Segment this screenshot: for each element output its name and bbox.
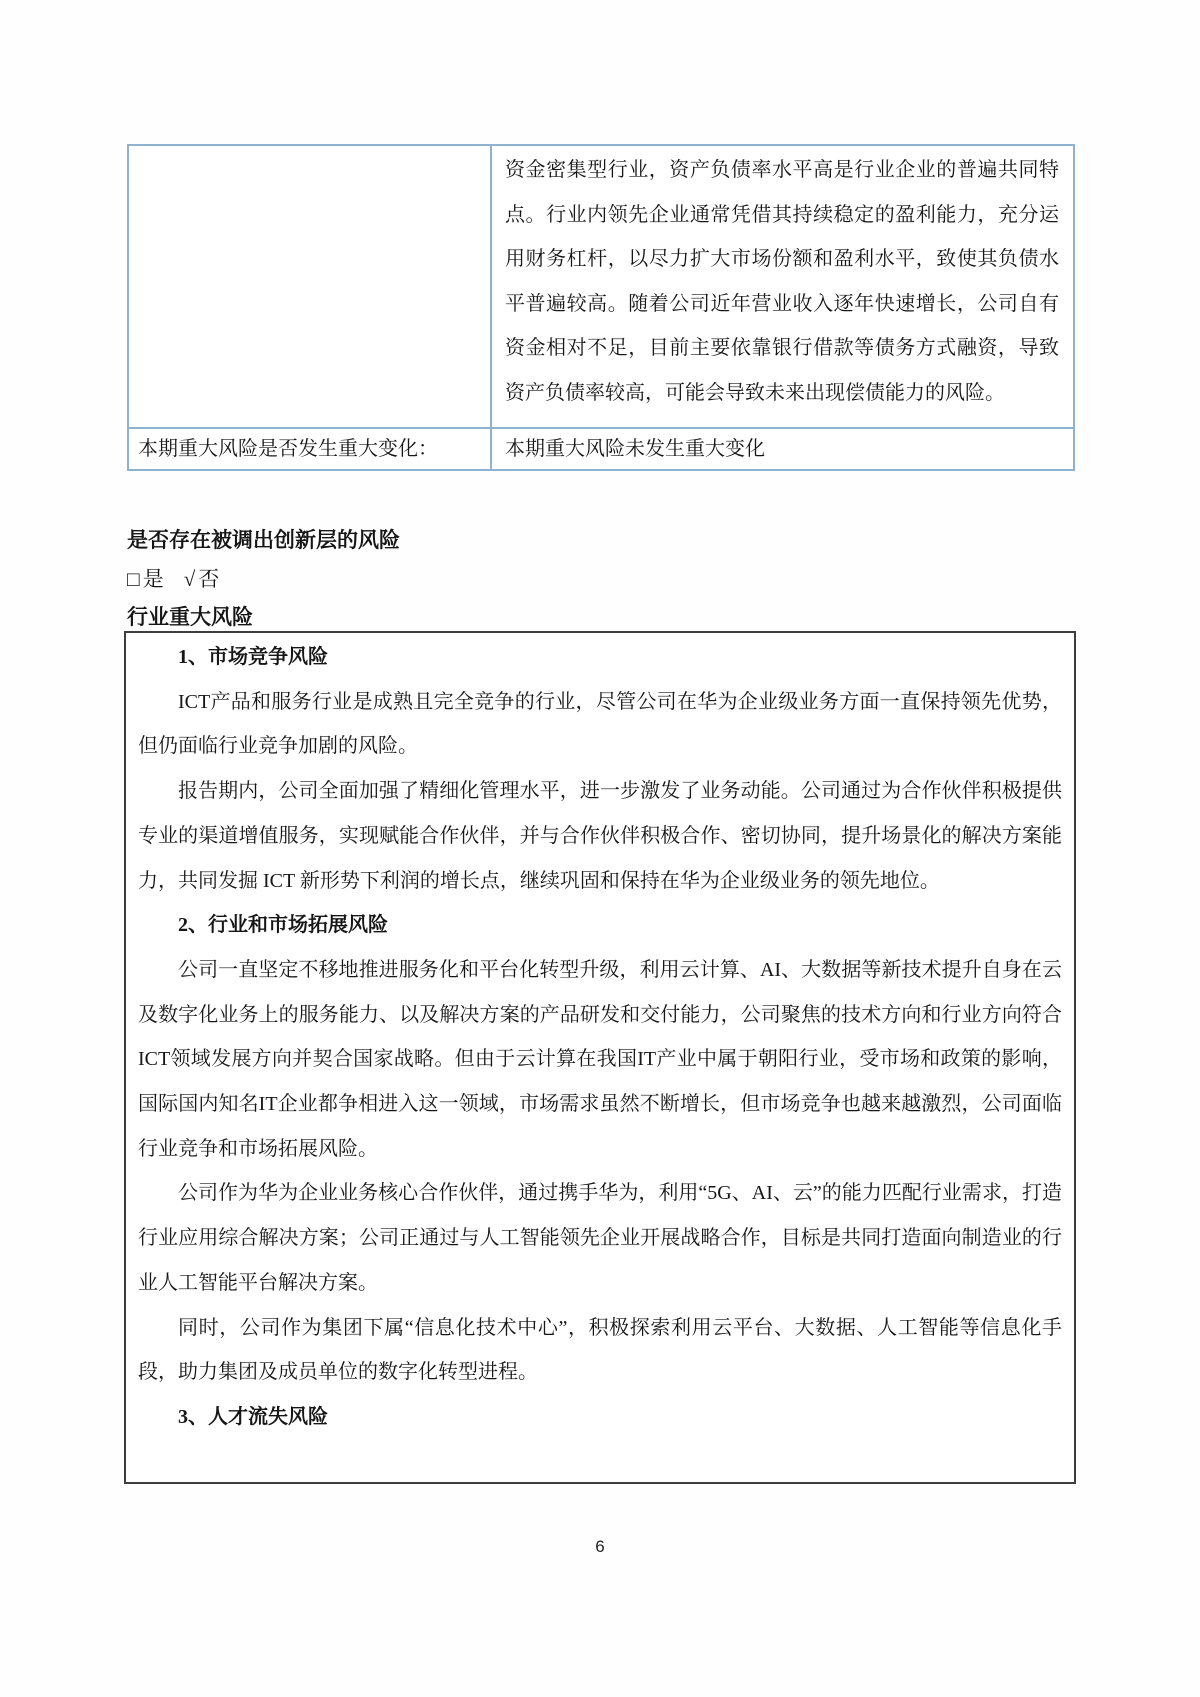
innovation-layer-question-heading: 是否存在被调出创新层的风险 <box>127 528 400 552</box>
risk-section-heading: 3、人才流失风险 <box>178 1405 328 1428</box>
table-row <box>128 428 1074 470</box>
risk-paragraph: 公司作为华为企业业务核心合作伙伴，通过携手华为，利用“5G、AI、云”的能力匹配行业需求，打造行业应用综合解决方案；公司正通过与人工智能领先企业开展战略合作，目标是共同打造面向制造业的行业人工智能平台解决方案。 <box>138 1182 1062 1294</box>
industry-risk-box <box>124 631 1076 1484</box>
checkbox-empty-icon: □ <box>127 567 140 591</box>
risk-paragraph: 同时，公司作为集团下属“信息化技术中心”，积极探索利用云平台、大数据、人工智能等信息化手段，助力集团及成员单位的数字化转型进程。 <box>138 1316 1062 1384</box>
page-number: 6 <box>595 1537 605 1556</box>
risk-change-value-cell: 本期重大风险未发生重大变化 <box>491 428 1074 470</box>
option-no <box>184 567 220 591</box>
option-no-label: 否 <box>198 567 220 591</box>
option-yes <box>127 567 164 591</box>
checkmark-icon: √ <box>183 567 196 591</box>
option-yes-label: 是 <box>142 567 164 591</box>
risk-section-heading: 2、行业和市场拓展风险 <box>178 914 388 937</box>
major-risk-table <box>127 144 1075 471</box>
risk-description-cell: 资金密集型行业，资产负债率水平高是行业企业的普遍共同特点。行业内领先企业通常凭借其持续稳定的盈利能力，充分运用财务杠杆，以尽力扩大市场份额和盈利水平，致使其负债水平普遍较高。随着公司近年营业收入逐年快速增长，公司自有资金相对不足，目前主要依靠银行借款等债务方式融资，导致资产负债率较高，可能会导致未来出现偿债能力的风险。 <box>491 145 1074 428</box>
risk-paragraph: 报告期内，公司全面加强了精细化管理水平，进一步激发了业务动能。公司通过为合作伙伴积极提供专业的渠道增值服务，实现赋能合作伙伴，并与合作伙伴积极合作、密切协同，提升场景化的解决方案能力，共同发掘 ICT 新形势下利润的增长点，继续巩固和保持在华为企业级业务的领先地位。 <box>138 780 1062 892</box>
industry-risk-heading: 行业重大风险 <box>127 605 253 629</box>
table-row <box>128 145 1074 428</box>
risk-paragraph: 公司一直坚定不移地推进服务化和平台化转型升级，利用云计算、AI、大数据等新技术提升自身在云及数字化业务上的服务能力、以及解决方案的产品研发和交付能力，公司聚焦的技术方向和行业方向符合ICT领域发展方向并契合国家战略。但由于云计算在我国IT产业中属于朝阳行业，受市场和政策的影响，国际国内知名IT企业都争相进入这一领域，市场需求虽然不断增长，但市场竞争也越来越激烈，公司面临行业竞争和市场拓展风险。 <box>138 958 1062 1160</box>
risk-section-heading: 1、市场竞争风险 <box>178 646 328 668</box>
risk-paragraph: ICT产品和服务行业是成熟且完全竞争的行业，尽管公司在华为企业级业务方面一直保持领先优势，但仍面临行业竞争加剧的风险。 <box>138 690 1062 758</box>
risk-description-label-cell <box>128 145 491 428</box>
innovation-layer-options <box>127 563 239 593</box>
risk-change-label-cell: 本期重大风险是否发生重大变化： <box>128 428 491 470</box>
